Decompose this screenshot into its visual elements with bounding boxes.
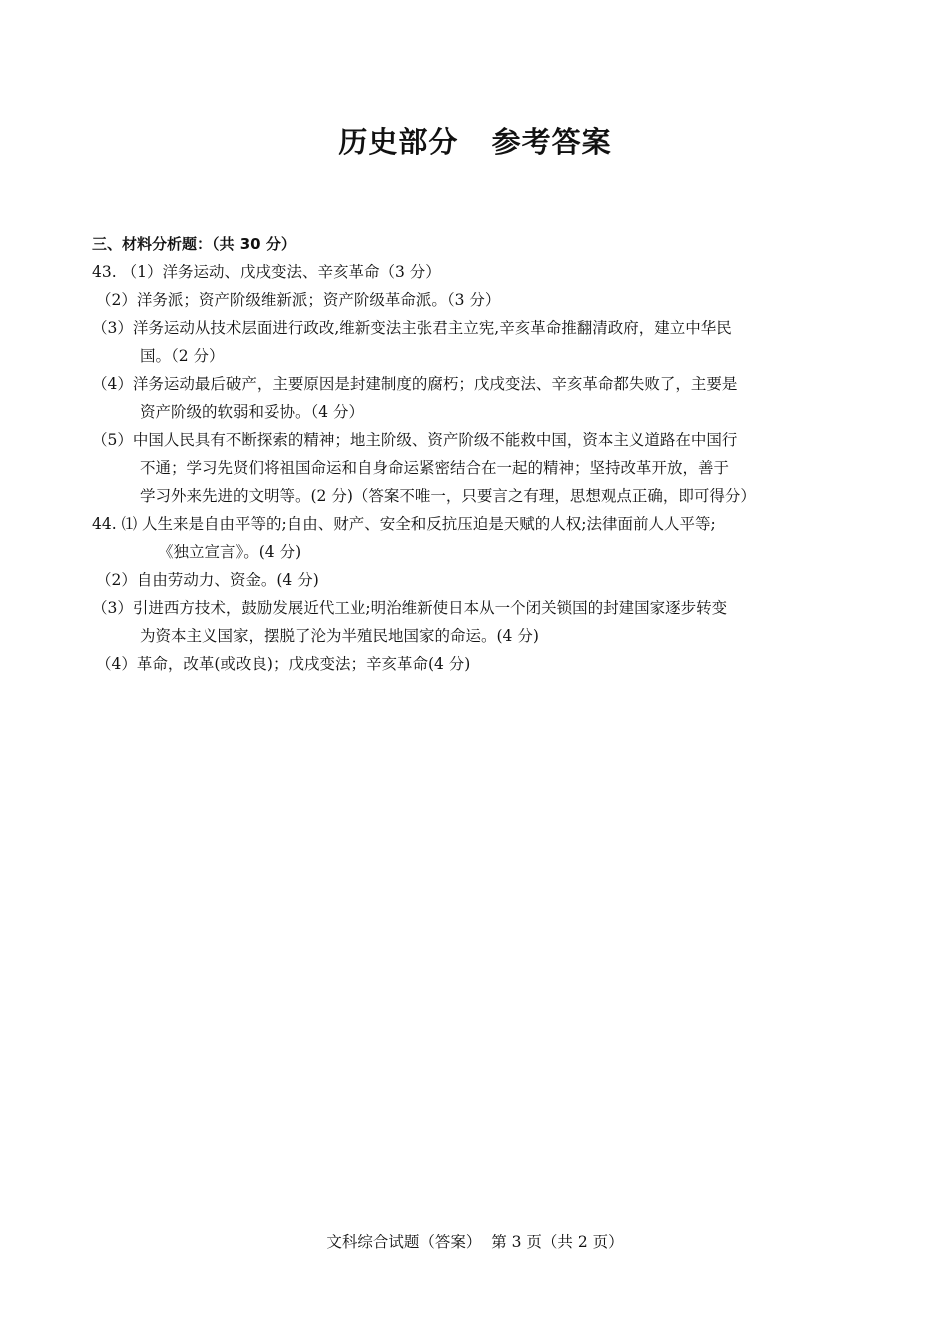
page-footer-text: 文科综合试题（答案） 第 3 页（共 2 页） bbox=[326, 1233, 624, 1251]
q43-part5: （5）中国人民具有不断探索的精神；地主阶级、资产阶级不能救中国，资本主义道路在中国行 bbox=[92, 431, 738, 449]
q44-part3: （3）引进西方技术，鼓励发展近代工业;明治维新使日本从一个闭关锁国的封建国家逐步转变 bbox=[92, 599, 728, 617]
q43-part2: （2）洋务派；资产阶级维新派；资产阶级革命派。（3 分） bbox=[96, 291, 501, 309]
section-heading: 三、材料分析题：（共 30 分） bbox=[92, 235, 296, 253]
q43-part3: （3）洋务运动从技术层面进行政改,维新变法主张君主立宪,辛亥革命推翻清政府，建立中华民 bbox=[92, 319, 732, 337]
q43-part4-cont: 资产阶级的软弱和妥协。（4 分） bbox=[140, 403, 365, 421]
q43-part4: （4）洋务运动最后破产，主要原因是封建制度的腐朽；戊戌变法、辛亥革命都失败了，主要是 bbox=[92, 375, 738, 393]
q44-part1-cont: 《独立宣言》。(4 分) bbox=[158, 543, 302, 561]
q43-part5-cont1: 不通；学习先贤们将祖国命运和自身命运紧密结合在一起的精神；坚持改革开放，善于 bbox=[140, 459, 730, 477]
page-title bbox=[0, 120, 950, 161]
q44-part1: 44. ⑴ 人生来是自由平等的;自由、财产、安全和反抗压迫是天赋的人权;法律面前人人平等; bbox=[92, 515, 716, 533]
q43-part1: 43. （1）洋务运动、戊戌变法、辛亥革命（3 分） bbox=[92, 263, 441, 281]
q44-part2: （2）自由劳动力、资金。(4 分) bbox=[96, 571, 319, 589]
page-footer bbox=[0, 1230, 950, 1252]
q44-part3-cont: 为资本主义国家，摆脱了沦为半殖民地国家的命运。(4 分) bbox=[140, 627, 539, 645]
q44-part4: （4）革命，改革(或改良)；戊戌变法；辛亥革命(4 分) bbox=[96, 655, 471, 673]
q43-part5-cont2: 学习外来先进的文明等。(2 分)（答案不唯一，只要言之有理，思想观点正确，即可得分） bbox=[140, 487, 756, 505]
answer-content bbox=[92, 230, 858, 678]
page-title-text: 历史部分 参考答案 bbox=[338, 125, 612, 159]
q43-part3-cont: 国。（2 分） bbox=[140, 347, 225, 365]
